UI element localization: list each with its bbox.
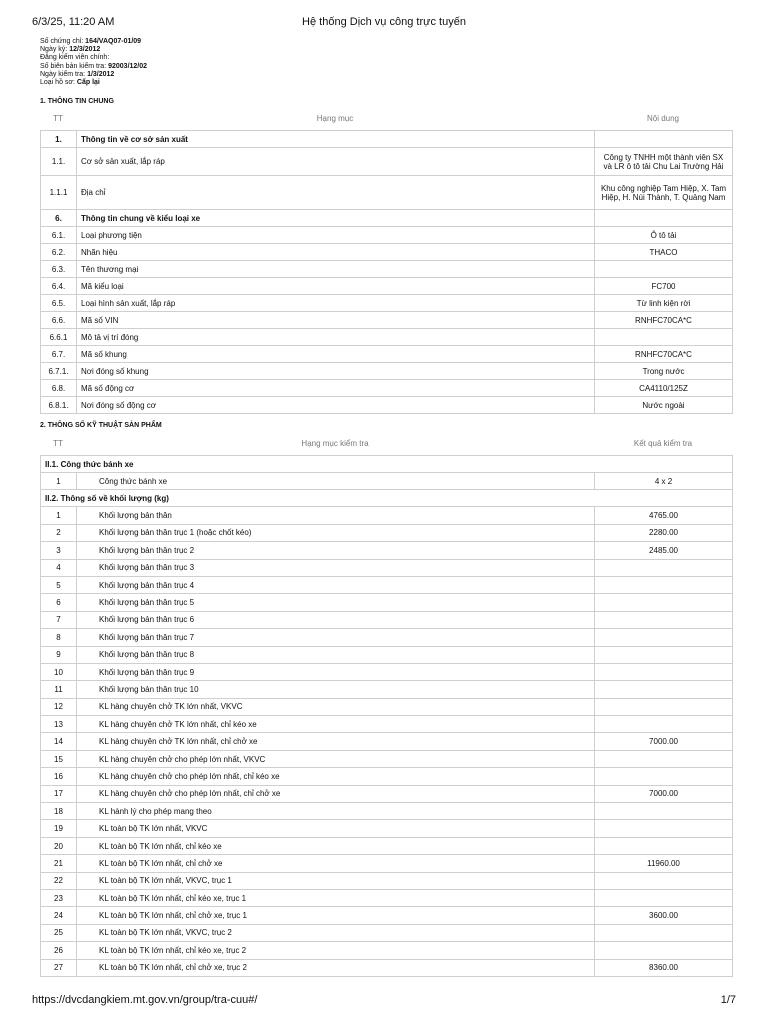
table-row [41, 924, 733, 941]
row-content: RNHFC70CA*C [595, 346, 733, 363]
row-result: 11960.00 [595, 855, 733, 872]
row-item: Mã số động cơ [77, 380, 595, 397]
row-result [595, 820, 733, 837]
section2-header-item: Hạng mục kiểm tra [301, 439, 369, 448]
table-row [41, 594, 733, 611]
table-row [41, 542, 733, 559]
record-number-label: Số biên bản kiểm tra: [40, 62, 107, 70]
row-content [595, 261, 733, 278]
row-tt: 15 [41, 750, 77, 767]
row-result: 4 x 2 [595, 473, 733, 490]
row-result [595, 750, 733, 767]
row-tt: 5 [41, 576, 77, 593]
row-result: 4765.00 [595, 507, 733, 524]
table-row [41, 576, 733, 593]
section1-header-content: Nội dung [646, 114, 680, 123]
row-result [595, 924, 733, 941]
table-row [41, 837, 733, 854]
table-row [41, 363, 733, 380]
row-item: Mã số khung [77, 346, 595, 363]
row-tt: 6.1. [41, 227, 77, 244]
row-item: Thông tin về cơ sở sản xuất [77, 131, 595, 148]
row-item: KL toàn bộ TK lớn nhất, chỉ kéo xe [77, 837, 595, 854]
row-item: Nhãn hiệu [77, 244, 595, 261]
row-tt: 2 [41, 524, 77, 541]
row-tt: 22 [41, 872, 77, 889]
row-content: RNHFC70CA*C [595, 312, 733, 329]
row-item: Khối lượng bản thân trục 8 [77, 646, 595, 663]
row-item: Mã số VIN [77, 312, 595, 329]
row-tt: 25 [41, 924, 77, 941]
row-tt: 21 [41, 855, 77, 872]
row-tt: 17 [41, 785, 77, 802]
table-row [41, 803, 733, 820]
row-tt: 1 [41, 507, 77, 524]
table-row [41, 750, 733, 767]
row-result: 2280.00 [595, 524, 733, 541]
table-row [41, 278, 733, 295]
row-content: Nước ngoài [595, 397, 733, 414]
certificate-meta [40, 38, 147, 87]
cert-number-value: 164/VAQ07-01/09 [85, 38, 142, 45]
section1-header-item: Hạng mục [316, 114, 354, 123]
table-row [41, 646, 733, 663]
row-tt: 6.8. [41, 380, 77, 397]
table-row [41, 855, 733, 872]
row-item: Loại phương tiện [77, 227, 595, 244]
row-item: Khối lượng bản thân trục 2 [77, 542, 595, 559]
row-item: KL toàn bộ TK lớn nhất, chỉ kéo xe, trục 1 [77, 889, 595, 906]
print-datetime: 6/3/25, 11:20 AM [32, 16, 115, 28]
row-item: KL toàn bộ TK lớn nhất, VKVC, trục 2 [77, 924, 595, 941]
group-mass-params [41, 490, 733, 507]
row-item: KL hàng chuyên chở cho phép lớn nhất, chỉ kéo xe [77, 768, 595, 785]
row-tt: 6.6.1 [41, 329, 77, 346]
row-tt: 6.7.1. [41, 363, 77, 380]
inspector-label: Đăng kiểm viên chính: [40, 54, 110, 62]
row-item: Khối lượng bản thân trục 5 [77, 594, 595, 611]
section2-header-tt: TT [53, 439, 63, 448]
table-row [41, 716, 733, 733]
row-item: Khối lượng bản thân trục 6 [77, 611, 595, 628]
row-tt: 23 [41, 889, 77, 906]
row-item: Nơi đóng số động cơ [77, 397, 595, 414]
row-item: KL toàn bộ TK lớn nhất, chỉ chở xe, trục 1 [77, 907, 595, 924]
row-result [595, 768, 733, 785]
print-page-title: Hệ thống Dịch vụ công trực tuyến [302, 16, 466, 28]
row-item: KL toàn bộ TK lớn nhất, chỉ kéo xe, trục 2 [77, 942, 595, 959]
row-content: FC700 [595, 278, 733, 295]
row-result: 8360.00 [595, 959, 733, 976]
row-result [595, 889, 733, 906]
row-result [595, 942, 733, 959]
row-tt: 11 [41, 681, 77, 698]
table-row [41, 524, 733, 541]
row-item: KL hàng chuyên chở cho phép lớn nhất, VKVC [77, 750, 595, 767]
table-row [41, 227, 733, 244]
row-content [595, 131, 733, 148]
table-row [41, 611, 733, 628]
signed-date-label: Ngày ký: [40, 46, 68, 54]
group-wheel-formula [41, 456, 733, 473]
row-item: KL hàng chuyên chở TK lớn nhất, chỉ kéo xe [77, 716, 595, 733]
row-item: Khối lượng bản thân trục 3 [77, 559, 595, 576]
row-tt: 10 [41, 663, 77, 680]
group-title: II.2. Thông số về khối lượng (kg) [41, 490, 733, 507]
row-result [595, 611, 733, 628]
table-row [41, 473, 733, 490]
row-tt: 6.2. [41, 244, 77, 261]
row-content: Từ linh kiện rời [595, 295, 733, 312]
row-tt: 1 [41, 473, 77, 490]
row-item: Khối lượng bản thân trục 9 [77, 663, 595, 680]
print-url: https://dvcdangkiem.mt.gov.vn/group/tra-cuu#/ [32, 994, 258, 1006]
row-result [595, 837, 733, 854]
row-tt: 24 [41, 907, 77, 924]
print-page-number: 1/7 [720, 994, 736, 1006]
row-item: Khối lượng bản thân [77, 507, 595, 524]
table-row [41, 942, 733, 959]
row-tt: 4 [41, 559, 77, 576]
row-result [595, 803, 733, 820]
row-result [595, 594, 733, 611]
table-row [41, 698, 733, 715]
row-item: Tên thương mại [77, 261, 595, 278]
row-result [595, 681, 733, 698]
group-title: II.1. Công thức bánh xe [41, 456, 733, 473]
row-item: Khối lượng bản thân trục 1 (hoặc chốt kéo) [77, 524, 595, 541]
table-row [41, 176, 733, 210]
row-item: KL hành lý cho phép mang theo [77, 803, 595, 820]
row-content: Công ty TNHH một thành viên SX và LR ô tô tải Chu Lai Trường Hải [595, 148, 733, 176]
general-info-table [40, 130, 733, 414]
row-result [595, 629, 733, 646]
table-row [41, 507, 733, 524]
row-result: 3600.00 [595, 907, 733, 924]
inspect-date-value: 1/3/2012 [87, 70, 115, 78]
table-row [41, 312, 733, 329]
technical-specs-table [40, 455, 733, 977]
table-row [41, 907, 733, 924]
row-tt: 1. [41, 131, 77, 148]
table-row [41, 559, 733, 576]
row-item: Công thức bánh xe [77, 473, 595, 490]
row-tt: 26 [41, 942, 77, 959]
row-tt: 16 [41, 768, 77, 785]
section2-header-result: Kết quả kiểm tra [633, 439, 693, 448]
row-result: 7000.00 [595, 733, 733, 750]
row-item: KL toàn bộ TK lớn nhất, VKVC, trục 1 [77, 872, 595, 889]
table-row [41, 959, 733, 976]
row-tt: 1.1. [41, 148, 77, 176]
row-item: Mã kiểu loại [77, 278, 595, 295]
table-row [41, 681, 733, 698]
table-row [41, 148, 733, 176]
row-item: KL hàng chuyên chở TK lớn nhất, chỉ chở xe [77, 733, 595, 750]
row-tt: 6.6. [41, 312, 77, 329]
row-result [595, 559, 733, 576]
row-item: KL toàn bộ TK lớn nhất, chỉ chở xe [77, 855, 595, 872]
row-tt: 6 [41, 594, 77, 611]
row-tt: 18 [41, 803, 77, 820]
row-tt: 20 [41, 837, 77, 854]
section1-header-tt: TT [53, 114, 63, 123]
row-tt: 6. [41, 210, 77, 227]
row-tt: 8 [41, 629, 77, 646]
row-item: Địa chỉ [77, 176, 595, 210]
section1-title: 1. THÔNG TIN CHUNG [40, 98, 114, 105]
table-row [41, 261, 733, 278]
table-row [41, 733, 733, 750]
row-content [595, 210, 733, 227]
row-tt: 27 [41, 959, 77, 976]
row-result: 2485.00 [595, 542, 733, 559]
file-type-label: Loại hồ sơ: [40, 79, 75, 87]
row-item: Mô tả vị trí đóng [77, 329, 595, 346]
row-item: Cơ sở sản xuất, lắp ráp [77, 148, 595, 176]
table-row [41, 329, 733, 346]
table-row [41, 210, 733, 227]
row-result [595, 646, 733, 663]
cert-number-label: Số chứng chỉ: [40, 38, 84, 45]
row-result [595, 872, 733, 889]
row-tt: 12 [41, 698, 77, 715]
table-row [41, 889, 733, 906]
row-tt: 6.7. [41, 346, 77, 363]
row-item: Khối lượng bản thân trục 4 [77, 576, 595, 593]
row-result [595, 663, 733, 680]
record-number-value: 92003/12/02 [108, 62, 148, 70]
section2-title: 2. THÔNG SỐ KỸ THUẬT SẢN PHẨM [40, 422, 162, 429]
file-type-value: Cấp lại [76, 79, 100, 87]
row-tt: 6.4. [41, 278, 77, 295]
row-tt: 1.1.1 [41, 176, 77, 210]
table-row [41, 820, 733, 837]
table-row [41, 629, 733, 646]
signed-date-value: 12/3/2012 [69, 46, 101, 54]
table-row [41, 663, 733, 680]
row-result [595, 698, 733, 715]
row-item: Khối lượng bản thân trục 10 [77, 681, 595, 698]
row-tt: 6.5. [41, 295, 77, 312]
row-item: KL toàn bộ TK lớn nhất, chỉ chở xe, trục 2 [77, 959, 595, 976]
inspect-date-label: Ngày kiểm tra: [40, 70, 86, 78]
table-row [41, 295, 733, 312]
row-content: Khu công nghiệp Tam Hiệp, X. Tam Hiệp, H. Núi Thành, T. Quảng Nam [595, 176, 733, 210]
row-result [595, 576, 733, 593]
table-row [41, 397, 733, 414]
table-row [41, 768, 733, 785]
row-content: Ô tô tải [595, 227, 733, 244]
table-row [41, 785, 733, 802]
table-row [41, 380, 733, 397]
row-tt: 3 [41, 542, 77, 559]
row-result: 7000.00 [595, 785, 733, 802]
row-content [595, 329, 733, 346]
table-row [41, 346, 733, 363]
row-tt: 6.3. [41, 261, 77, 278]
row-item: Thông tin chung về kiểu loại xe [77, 210, 595, 227]
row-item: Nơi đóng số khung [77, 363, 595, 380]
table-row [41, 872, 733, 889]
row-content: Trong nước [595, 363, 733, 380]
table-row [41, 244, 733, 261]
row-item: KL hàng chuyên chở cho phép lớn nhất, chỉ chở xe [77, 785, 595, 802]
row-item: Khối lượng bản thân trục 7 [77, 629, 595, 646]
row-tt: 14 [41, 733, 77, 750]
row-tt: 7 [41, 611, 77, 628]
row-item: KL hàng chuyên chở TK lớn nhất, VKVC [77, 698, 595, 715]
row-tt: 13 [41, 716, 77, 733]
table-row [41, 131, 733, 148]
row-content: CA4110/125Z [595, 380, 733, 397]
row-content: THACO [595, 244, 733, 261]
row-item: KL toàn bộ TK lớn nhất, VKVC [77, 820, 595, 837]
row-tt: 6.8.1. [41, 397, 77, 414]
print-header [32, 16, 736, 32]
row-tt: 9 [41, 646, 77, 663]
row-result [595, 716, 733, 733]
row-item: Loại hình sản xuất, lắp ráp [77, 295, 595, 312]
row-tt: 19 [41, 820, 77, 837]
